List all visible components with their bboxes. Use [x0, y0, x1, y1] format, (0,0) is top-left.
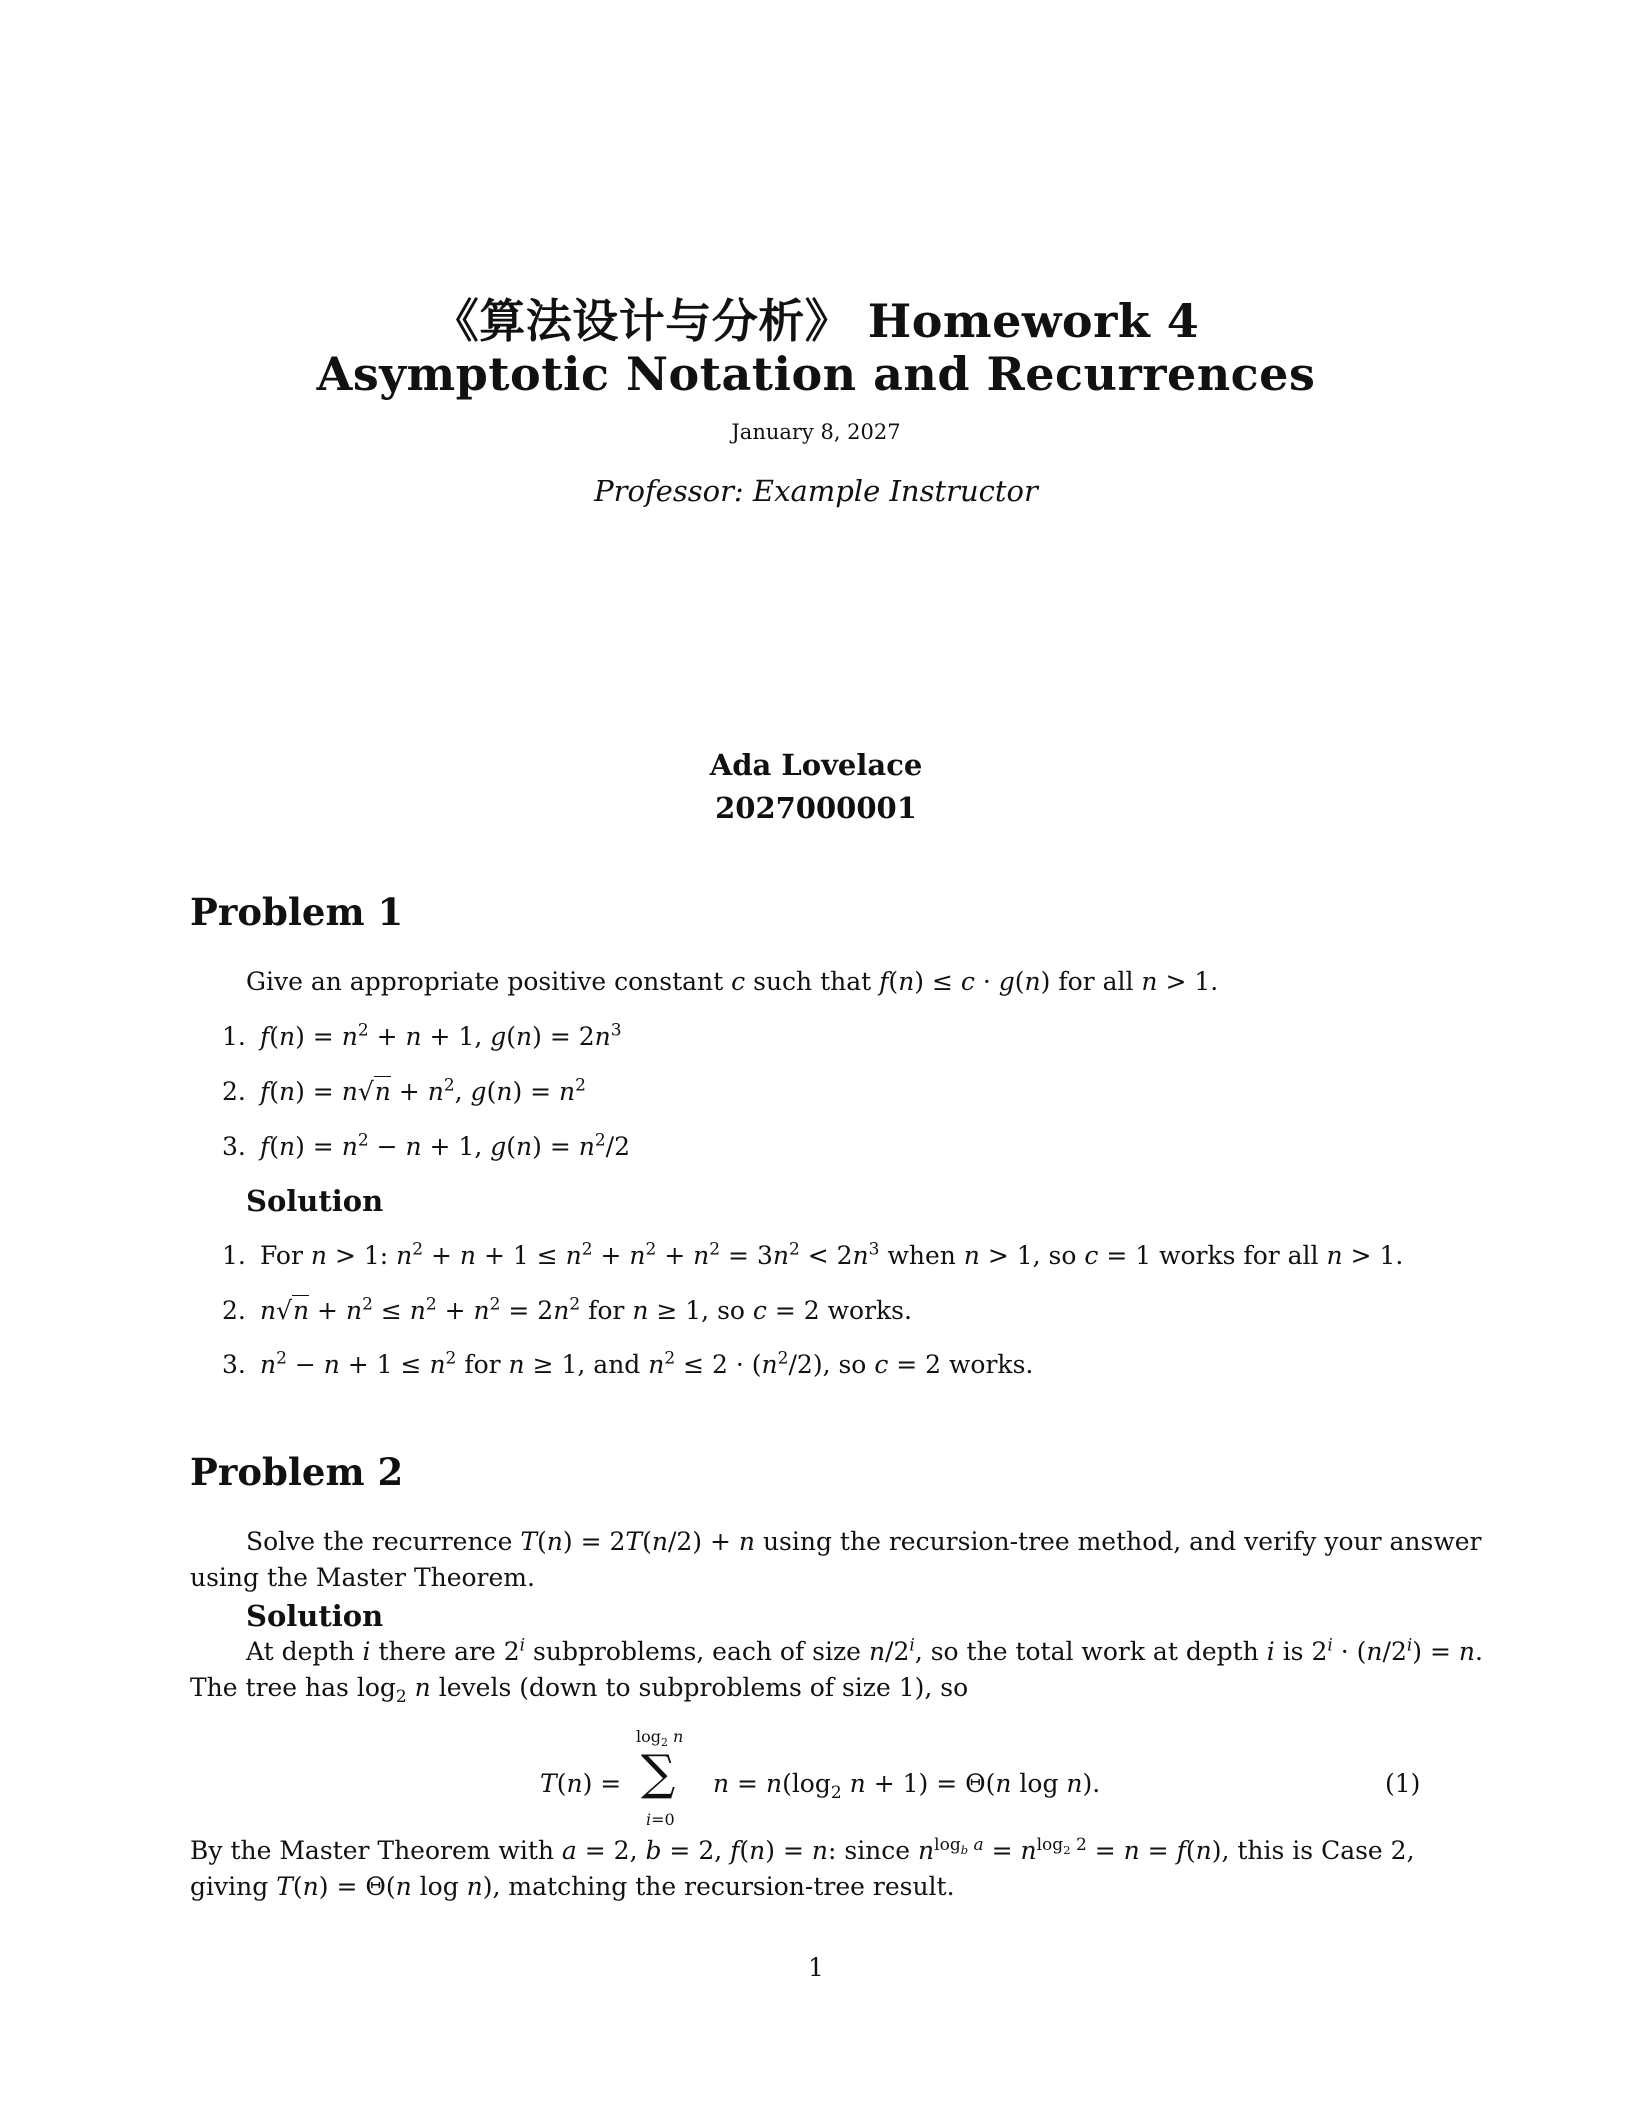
author-name: Ada Lovelace: [709, 748, 923, 782]
equation-number: (1): [1385, 1769, 1421, 1798]
document-date: January 8, 2027: [731, 420, 901, 444]
problem-1-item-1: 1. $f(n) = n^2 + n + 1$, $g(n) = 2n^3$: [222, 1020, 622, 1051]
problem-1-solution-1: 1. For n > 1: $n^2 + n + 1 \le n^2 + n^2 + n^2 = 3n^2 < 2n^3$ when n > 1, so c = 1 works for all n > 1.: [222, 1239, 1404, 1270]
problem-2-statement-line-2: using the Master Theorem.: [190, 1563, 535, 1592]
professor-line: Professor: Example Instructor: [594, 474, 1038, 508]
page-number: 1: [808, 1953, 824, 1982]
problem-1-solution-3: 3. $n^2 - n + 1 \le n^2$ for n ≥ 1, and $n^2 \le 2 \cdot (n^2/2)$, so c = 2 works.: [222, 1348, 1034, 1379]
student-id: 2027000001: [715, 791, 917, 825]
problem-1-statement: Give an appropriate positive constant c such that f(n) ≤ c · g(n) for all n > 1.: [246, 967, 1219, 996]
problem-1-solution-2: 2. $n√n + n^2 \le n^2 + n^2 = 2n^2$ for n ≥ 1, so c = 2 works.: [222, 1294, 912, 1325]
display-equation: T(n) = $\log_2 n$ ∑ i=0 $n = n(\log_2$ n + 1) = Θ(n log n). (1): [540, 1727, 1421, 1829]
problem-2-heading: Problem 2: [190, 1450, 404, 1494]
problem-1-item-3: 3. $f(n) = n^2 - n + 1$, $g(n) = n^2/2$: [222, 1130, 631, 1161]
document-title: 《算法设计与分析》 Homework 4: [432, 294, 1200, 348]
problem-2-master-line-2: giving T(n) = Θ(n log n), matching the recursion-tree result.: [190, 1872, 955, 1901]
document-subtitle: Asymptotic Notation and Recurrences: [316, 347, 1316, 401]
problem-1-heading: Problem 1: [190, 890, 404, 934]
problem-2-master-line-1: By the Master Theorem with a = 2, b = 2, f(n) = n: since $n^{log_b a} = n^{log_2 2} = n = f(n)$, this is Case 2,: [190, 1834, 1415, 1865]
problem-2-statement-line-1: Solve the recurrence T(n) = 2T(n/2) + n using the recursion-tree method, and verify your answer: [246, 1527, 1482, 1556]
problem-1-solution-heading: Solution: [246, 1184, 384, 1218]
problem-2-solution-heading: Solution: [246, 1599, 384, 1633]
problem-2-solution-line-2: The tree has $\log_2 n$ levels (down to subproblems of size 1), so: [190, 1673, 969, 1707]
problem-1-item-2: 2. $f(n) = n√n + n^2$, $g(n) = n^2$: [222, 1075, 586, 1106]
problem-2-solution-line-1: At depth i there are 2$^i$ subproblems, each of size n/2$^i$, so the total work at depth i is $2^i \cdot (n/2^i) = n$.: [246, 1635, 1483, 1666]
